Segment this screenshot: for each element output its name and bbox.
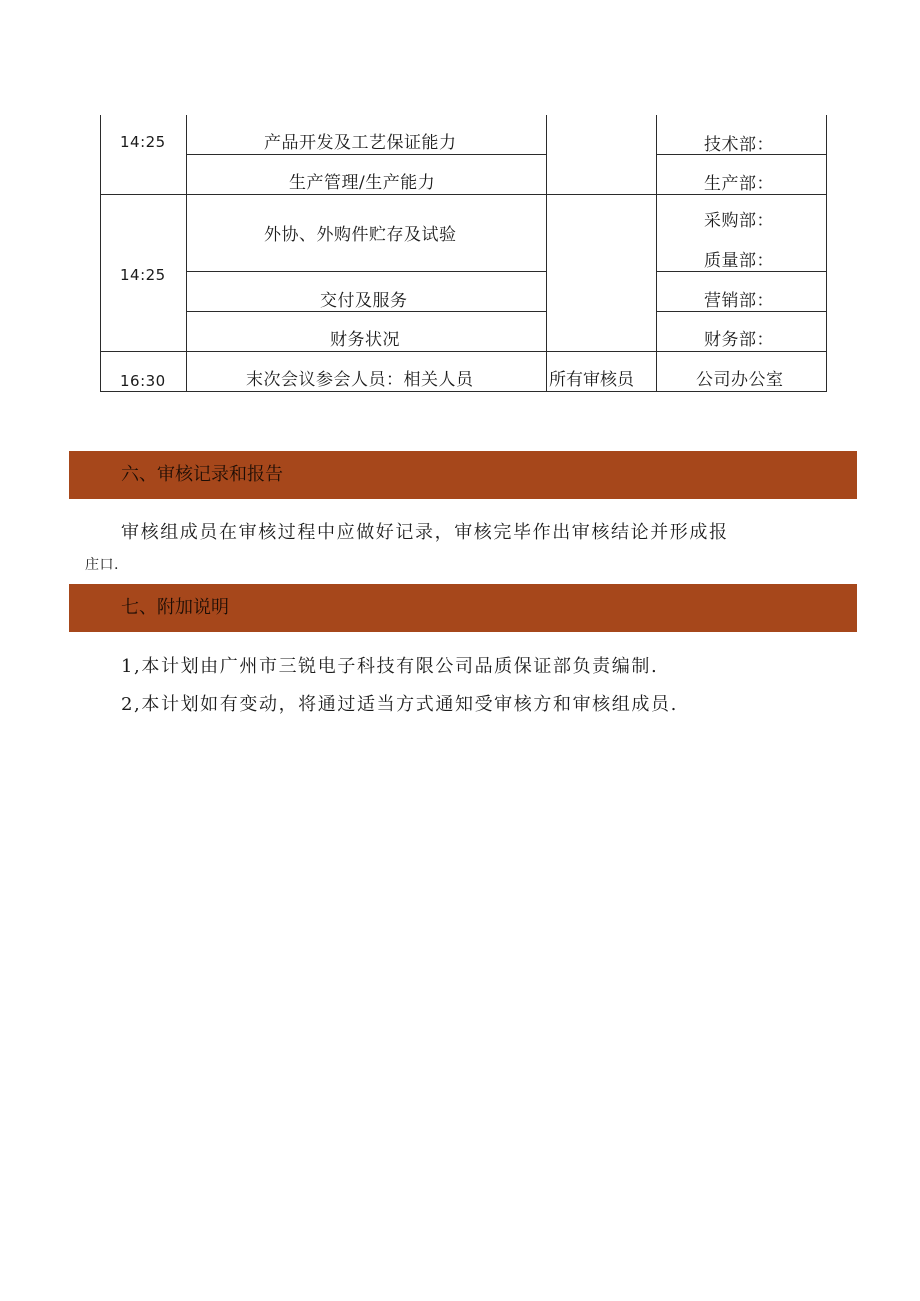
row-separator	[186, 311, 547, 312]
auditor-cell: 所有审核员	[549, 370, 634, 390]
row-separator	[656, 311, 827, 312]
audit-item-cell: 外协、外购件贮存及试验	[264, 225, 457, 245]
row-separator	[186, 154, 547, 155]
time-cell: 14:25	[120, 133, 166, 151]
note-item: 1,本计划由广州市三锐电子科技有限公司品质保证部负责编制.	[121, 656, 659, 677]
section-header-additional-notes	[69, 584, 857, 632]
row-separator	[100, 194, 827, 195]
section-paragraph-continuation: 庄口.	[85, 557, 119, 573]
section-title: 七、附加说明	[121, 597, 229, 618]
row-separator	[656, 271, 827, 272]
department-cell: 生产部：	[704, 174, 774, 194]
table-border-bottom	[100, 391, 827, 392]
department-cell: 财务部：	[704, 330, 774, 350]
location-cell: 公司办公室	[696, 370, 784, 390]
department-cell: 质量部：	[704, 251, 774, 271]
audit-item-cell: 产品开发及工艺保证能力	[264, 133, 457, 153]
audit-item-cell: 末次会议参会人员：相关人员	[246, 370, 474, 390]
section-paragraph: 审核组成员在审核过程中应做好记录，审核完毕作出审核结论并形成报	[121, 522, 729, 543]
row-separator	[186, 271, 547, 272]
time-cell: 14:25	[120, 266, 166, 284]
department-cell: 技术部：	[704, 135, 774, 155]
department-cell: 营销部：	[704, 291, 774, 311]
department-cell: 采购部：	[704, 211, 774, 231]
note-item: 2,本计划如有变动，将通过适当方式通知受审核方和审核组成员.	[121, 694, 678, 715]
audit-item-cell: 财务状况	[330, 330, 400, 350]
section-header-audit-records	[69, 451, 857, 499]
audit-item-cell: 生产管理/生产能力	[289, 173, 436, 193]
audit-item-cell: 交付及服务	[320, 291, 408, 311]
row-separator	[100, 351, 827, 352]
section-title: 六、审核记录和报告	[121, 464, 283, 485]
time-cell: 16:30	[120, 372, 166, 390]
audit-schedule-table	[100, 115, 827, 392]
